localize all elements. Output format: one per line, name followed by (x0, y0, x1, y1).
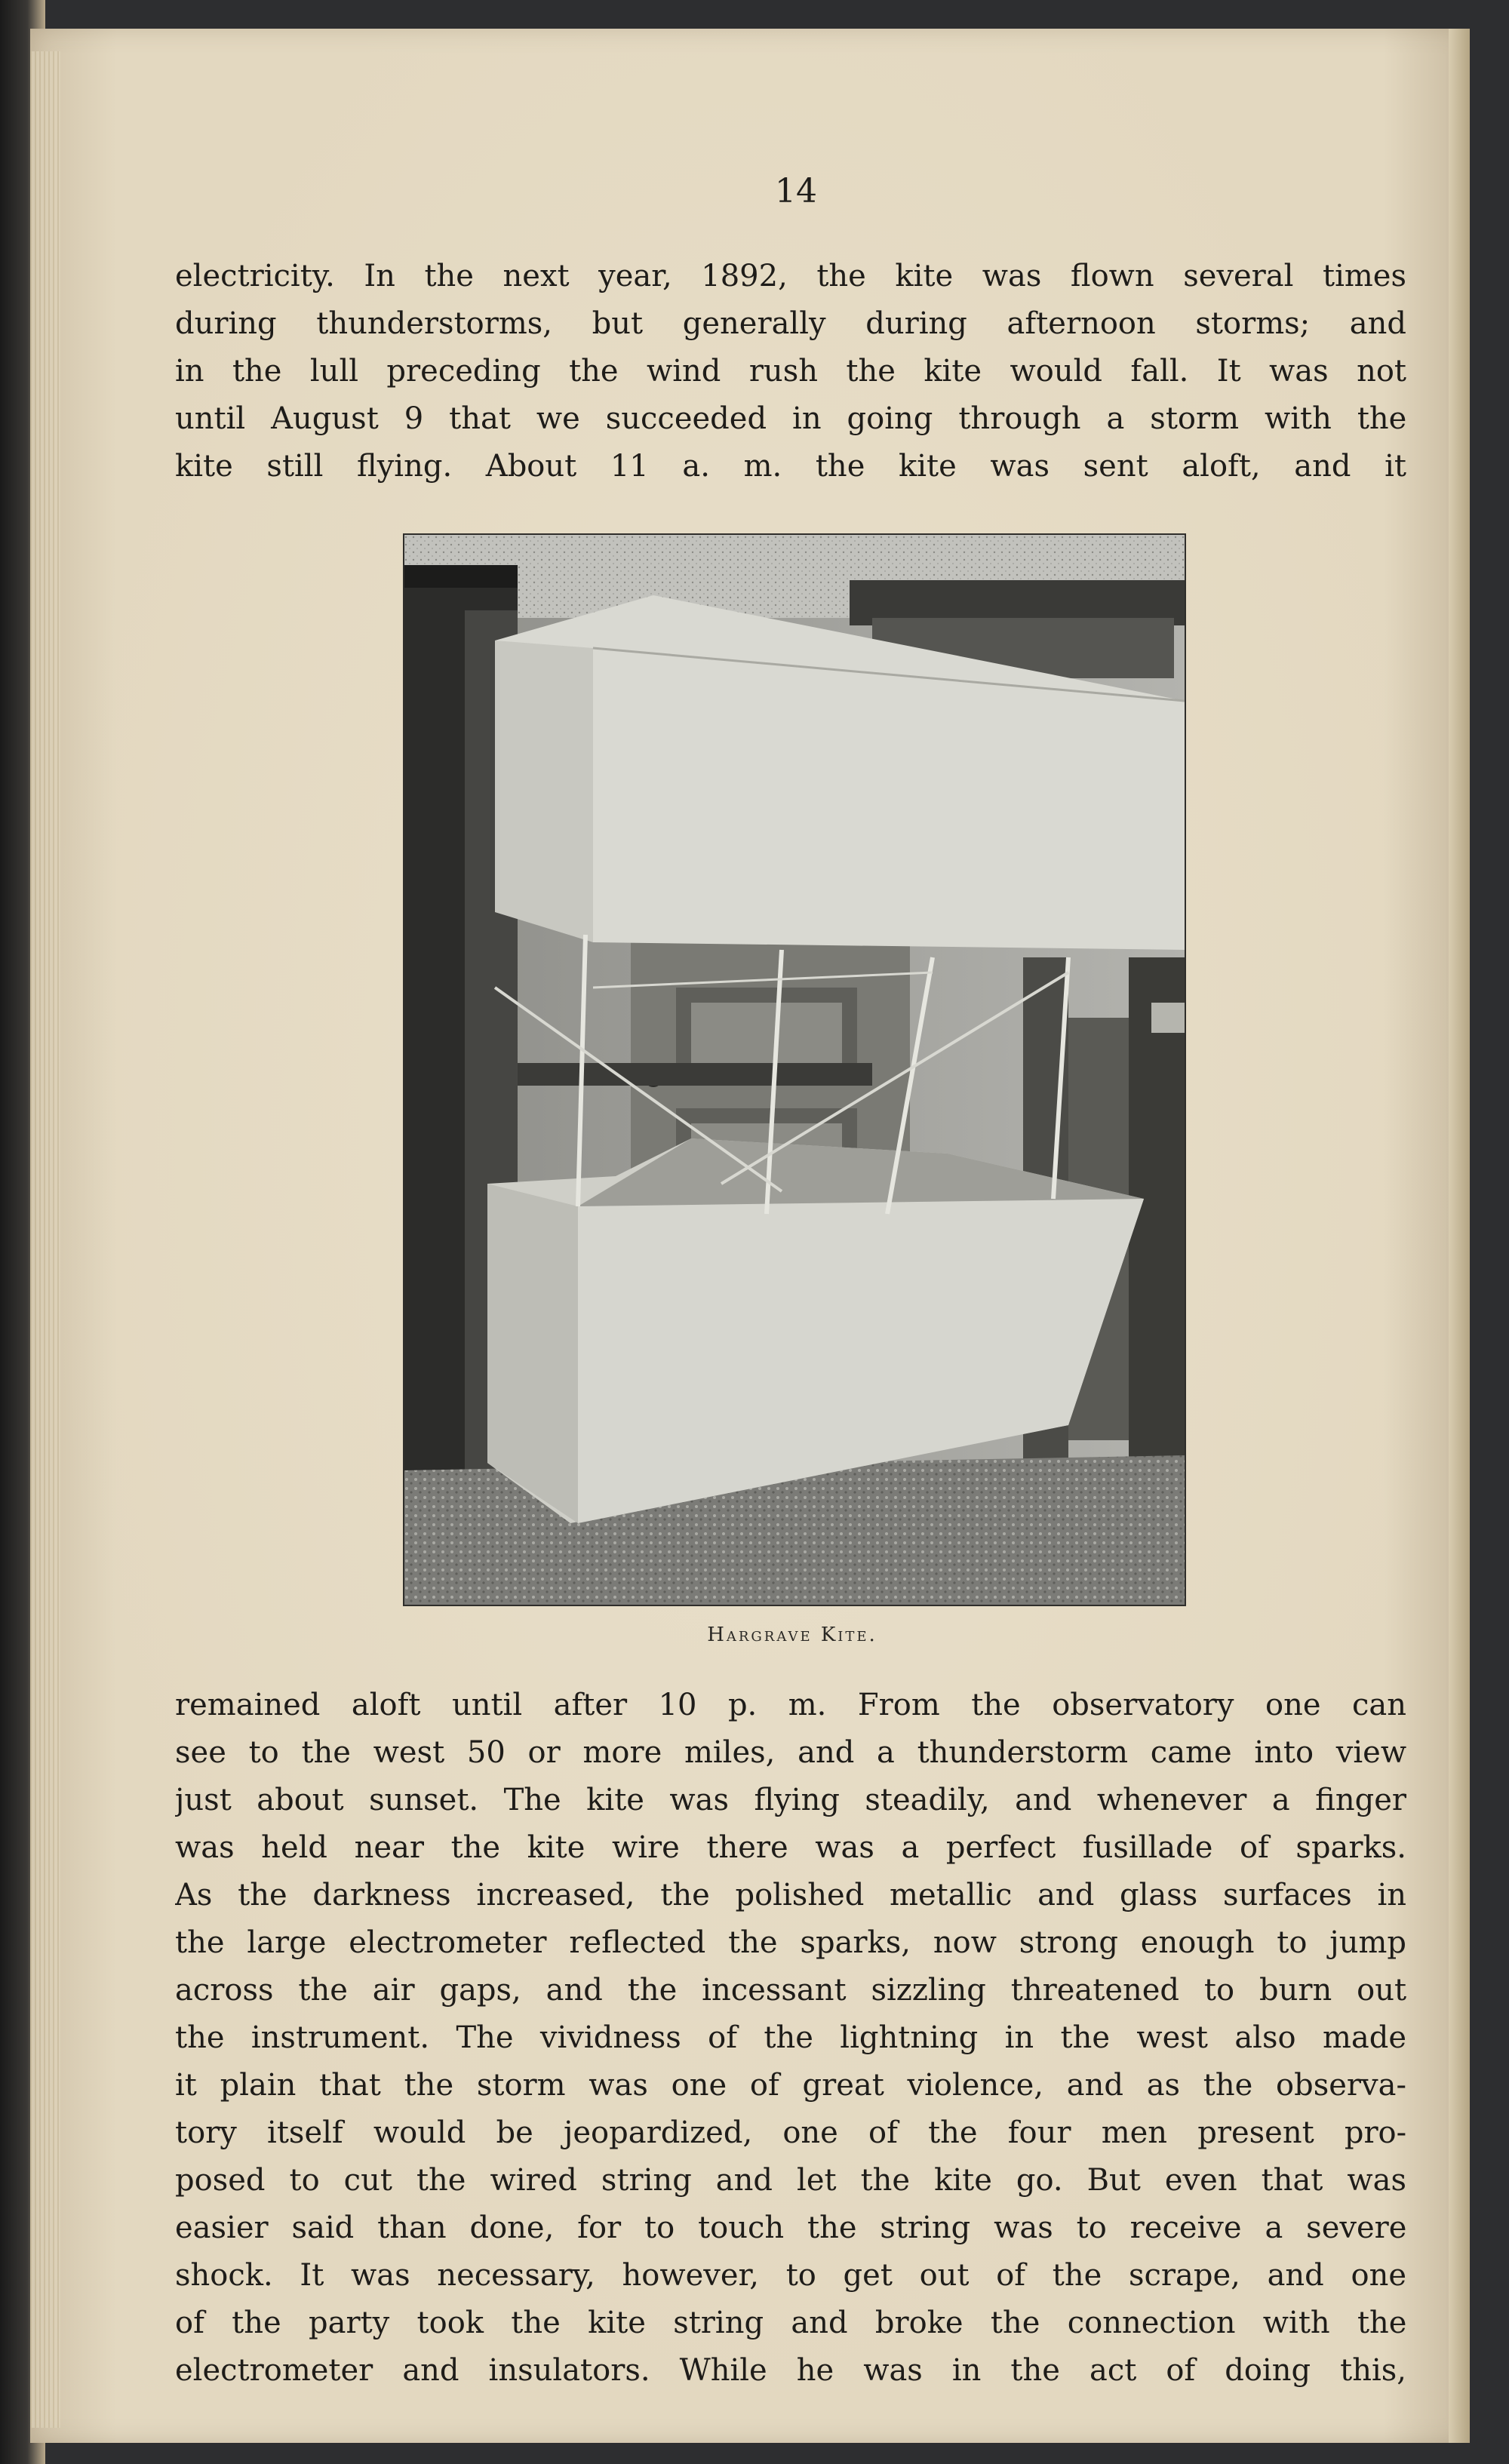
text-line: of the party took the kite string and broke the connection with the (175, 2306, 1406, 2340)
text-line: shock. It was necessary, however, to get out of the scrape, and one (175, 2258, 1406, 2293)
text-line: posed to cut the wired string and let the kite go. But even that was (175, 2163, 1406, 2198)
text-line: during thunderstorms, but generally during afternoon storms; and (175, 306, 1406, 341)
text-line: remained aloft until after 10 p. m. From the observatory one can (175, 1688, 1406, 1722)
text-line: just about sunset. The kite was flying steadily, and whenever a finger (175, 1783, 1406, 1817)
text-line: see to the west 50 or more miles, and a thunderstorm came into view (175, 1735, 1406, 1770)
text-line: it plain that the storm was one of great violence, and as the observa- (175, 2068, 1406, 2103)
text-line: electrometer and insulators. While he was in the act of doing this, (175, 2353, 1406, 2388)
text-line: electricity. In the next year, 1892, the kite was flown several times (175, 259, 1406, 293)
caption-text: Hargrave Kite. (707, 1624, 877, 1646)
text-line: the large electrometer reflected the sparks, now strong enough to jump (175, 1925, 1406, 1960)
text-line: across the air gaps, and the incessant sizzling threatened to burn out (175, 1973, 1406, 2008)
page-right-edge (1449, 29, 1470, 2443)
text-line: the instrument. The vividness of the lightning in the west also made (175, 2020, 1406, 2055)
text-line: until August 9 that we succeeded in going through a storm with the (175, 401, 1406, 436)
text-line: easier said than done, for to touch the string was to receive a severe (175, 2211, 1406, 2245)
text-line: As the darkness increased, the polished metallic and glass surfaces in (175, 1878, 1406, 1913)
text-line: kite still flying. About 11 a. m. the kite was sent aloft, and it (175, 449, 1406, 484)
paragraph-top (175, 253, 1406, 490)
page-number: 14 (775, 172, 817, 210)
paragraph-bottom (175, 1682, 1406, 2395)
text-line: tory itself would be jeopardized, one of the four men present pro- (175, 2115, 1406, 2150)
hargrave-kite-photo (403, 533, 1186, 1606)
text-line: in the lull preceding the wind rush the kite would fall. It was not (175, 354, 1406, 389)
page-stack-edge (30, 51, 60, 2428)
text-line: was held near the kite wire there was a perfect fusillade of sparks. (175, 1830, 1406, 1865)
figure-caption (0, 1624, 1509, 1646)
